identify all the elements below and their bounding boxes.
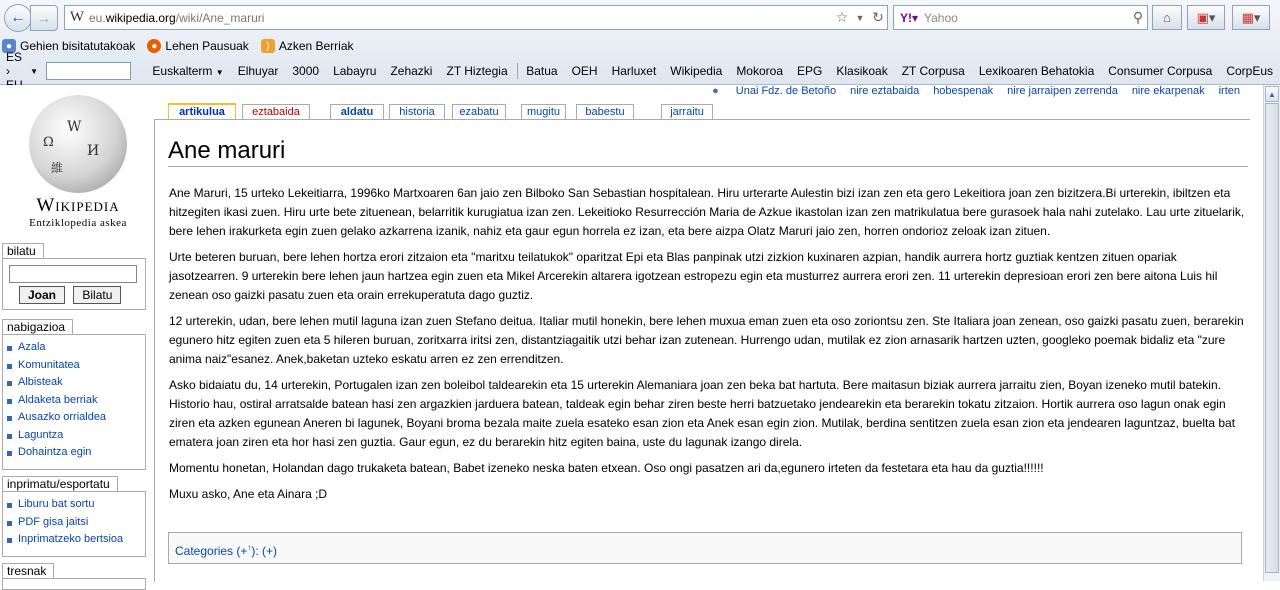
ext-corpeus[interactable]: CorpEus <box>1226 64 1273 78</box>
ext-zehazki[interactable]: Zehazki <box>390 64 433 78</box>
ext-epg[interactable]: EPG <box>797 64 823 78</box>
personal-tools <box>684 85 1240 97</box>
addon-button[interactable]: ▣ ▾ <box>1187 5 1225 30</box>
euskalterm-toolbar <box>0 50 1280 84</box>
nav-main-page[interactable]: Azala <box>7 339 145 357</box>
tab-discussion[interactable]: eztabaida <box>242 104 310 119</box>
paragraph: Momentu honetan, Holandan dago trukaketa batean, Babet izeneko neska baten etxean. Oso ongi pasatzen ari da,egunero irteten da festetara eta hau da guztia!!!!!! <box>169 461 1044 475</box>
ext-zt-corpusa[interactable]: ZT Corpusa <box>901 64 965 78</box>
wikipedia-logo[interactable] <box>8 91 148 241</box>
user-page-link[interactable] <box>698 85 836 97</box>
article-body <box>169 184 1249 511</box>
ext-zt-hiztegia[interactable]: ZT Hiztegia <box>446 64 508 78</box>
back-arrow-icon: ← <box>10 9 26 26</box>
user-icon: ● <box>712 85 719 97</box>
paragraph: Urte beteren buruan, bere lehen hortza erori zitzaion eta "maritxu teilatukok" oparitzat Epi eta Blas panpinak utzi zizkion kuxinaren azpian, handik aurrera hortz guztiak kentzen zituen opariak jasotzearren. 9 urterekin bere lehen jaun hartzea egin zuen eta Mikel Arcerekin altarera igotzean estropezu egin eta musturrez aurrera erori zen. 11 urterekin depresioan erori zen bere aitona Luis hil zenean oso gaizki pasatu zuen eta orain errekuperatuta dago guztiz. <box>169 250 1218 302</box>
paragraph: Asko bidaiatu du, 14 urterekin, Portugalen izan zen boleibol taldearekin eta 15 urterekin Alemaniara joan zen beka bat hartuta. Bere maitasun biziak aurrera jarraitu zien, Boyan izeneko mutil batekin. Historio hau, ostiral arratsalde batean hasi zen argazkien jarduera batean, taldeak egin behar ziren beste herri batzuetako jendearekin eta berarekin tokatu zitzaion. Hortik aurrera oso lagun onak egin ziren eta azken egunean Aneren bi lagunek, Boyani broma bezala maite zuela esateko esan zion eta Anek esan egin zion. Mutilak, berdina sentitzen zuela esan zion eta jendearen laguntzaz, buelta bat ematera joan ziren eta hor hasi zen guztia. Gaur egun, ez du berarekin hitz egiten baina, uste du lagunak izango direla. <box>169 378 1236 449</box>
ext-labayru[interactable]: Labayru <box>333 64 377 78</box>
globe-icon: ● <box>2 39 16 53</box>
go-button[interactable]: Joan <box>19 286 65 304</box>
search-input[interactable]: Yahoo <box>924 10 958 25</box>
wikipedia-favicon-icon: W <box>69 9 85 25</box>
addon-red-icon: ▣ <box>1196 9 1209 25</box>
ext-oeh[interactable]: OEH <box>571 64 598 78</box>
ext-lexikoaren-behatokia[interactable]: Lexikoaren Behatokia <box>978 64 1095 78</box>
download-pdf-link[interactable]: PDF gisa jaitsi <box>7 514 145 532</box>
nav-community[interactable]: Komunitatea <box>7 357 145 375</box>
navigation-portlet <box>2 334 146 470</box>
article-content <box>154 119 1250 582</box>
ext-wikipedia[interactable]: Wikipedia <box>670 64 723 78</box>
ext-label: Euskalterm <box>152 64 213 78</box>
categories-sup: ↑ <box>247 543 252 552</box>
rss-icon: ) <box>261 39 275 53</box>
bookmark-getting-started[interactable] <box>147 39 248 53</box>
nav-news[interactable]: Albisteak <box>7 374 145 392</box>
search-bar[interactable] <box>893 5 1148 30</box>
add-category-link[interactable]: ): (+) <box>251 544 278 558</box>
scroll-thumb[interactable] <box>1265 103 1279 573</box>
bookmark-label: Lehen Pausuak <box>165 39 249 53</box>
language-label: ES › <box>6 50 23 78</box>
ext-batua[interactable]: Batua <box>526 64 558 78</box>
home-button[interactable] <box>1152 5 1182 30</box>
preferences-link[interactable]: hobespenak <box>933 85 994 97</box>
scroll-up-arrow-icon[interactable]: ▲ <box>1265 86 1279 102</box>
wikipedia-wordmark: Wikipedia <box>36 195 120 216</box>
wiki-page <box>0 85 1264 581</box>
categories-label[interactable]: Categories (+ <box>175 544 248 558</box>
url-path: /wiki/Ane_maruri <box>175 10 265 25</box>
page-title: Ane maruri <box>168 137 1248 167</box>
ext-mokoroa[interactable]: Mokoroa <box>736 64 783 78</box>
pdf-icon: ▦ <box>1241 9 1254 25</box>
tools-heading: tresnak <box>2 563 54 579</box>
print-export-heading: inprimatu/esportatu <box>2 476 118 492</box>
url-domain: wikipedia.org <box>105 10 176 25</box>
home-icon: ⌂ <box>1163 10 1171 25</box>
browser-chrome <box>0 0 1280 85</box>
watchlist-link[interactable]: nire jarraipen zerrenda <box>1007 85 1118 97</box>
tab-protect[interactable]: babestu <box>576 104 634 119</box>
search-portlet <box>2 258 146 310</box>
navigation-toolbar <box>0 0 1280 34</box>
ext-klasikoak[interactable]: Klasikoak <box>836 64 888 78</box>
paragraph: Muxu asko, Ane eta Ainara ;D <box>169 487 328 501</box>
dictionary-search-input[interactable] <box>46 62 131 80</box>
url-text[interactable] <box>89 11 833 25</box>
puzzle-globe-icon: W Ω И 維 <box>29 95 127 193</box>
printable-version-link[interactable]: Inprimatzeko bertsioa <box>7 531 145 549</box>
tab-edit[interactable]: aldatu <box>330 104 384 119</box>
paragraph: 12 urterekin, udan, bere lehen mutil laguna izan zuen Stefano deitua. Italiar mutil honekin, bere lehen muxua eman zuen eta oso zoriontsu zen. Ste Italiara joan zenean, oso gaizki pasatu zuen, berarekin egunero hitz egiten zuen eta 5 hileren buruan, zoritxarra iritsi zen, distantziagaitik utzi behar izan zutenean. Hurrengo udan, mutilak ez zion arnasarik hartzen uzten, googleko poemak bidaliz eta "zure anima naiz"esanez. Anek,baketan uzteko eskatu arren ez zen errenditzen. <box>169 314 1244 366</box>
bookmark-latest-headlines[interactable] <box>261 39 354 53</box>
url-host: eu. <box>89 10 106 25</box>
bookmark-star-icon[interactable]: ☆ <box>835 9 849 25</box>
bookmark-label: Gehien bisitatutakoak <box>20 39 136 53</box>
wikipedia-tagline: Entziklopedia askea <box>29 217 127 229</box>
nav-help[interactable]: Laguntza <box>7 427 145 445</box>
nav-random-page[interactable]: Ausazko orrialdea <box>7 409 145 427</box>
toolbar-separator <box>517 63 518 79</box>
pdf-button[interactable]: ▦ ▾ <box>1232 5 1270 30</box>
magnifier-icon[interactable]: ⚲ <box>1132 9 1144 25</box>
logout-link[interactable]: irten <box>1218 85 1240 97</box>
tools-portlet <box>2 578 146 590</box>
ext-consumer-corpusa[interactable]: Consumer Corpusa <box>1108 64 1213 78</box>
bookmarks-toolbar <box>0 34 1280 58</box>
url-bar[interactable] <box>64 5 888 30</box>
url-dropdown-icon[interactable]: ▼ <box>855 12 865 23</box>
yahoo-engine-icon[interactable]: Y!▾ <box>899 10 919 25</box>
print-export-portlet <box>2 491 146 557</box>
my-talk-link[interactable]: nire eztabaida <box>850 85 920 97</box>
bookmark-label: Azken Berriak <box>278 39 354 53</box>
search-heading: bilatu <box>2 243 44 259</box>
ext-euskalterm[interactable] <box>152 64 223 78</box>
user-name: Unai Fdz. de Betoño <box>735 85 837 97</box>
navigation-heading: nabigazioa <box>2 319 73 335</box>
nav-recent-changes[interactable]: Aldaketa berriak <box>7 392 145 410</box>
tab-article[interactable]: artikulua <box>168 103 236 119</box>
firefox-icon: ● <box>147 39 161 53</box>
forward-arrow-icon: → <box>37 10 51 26</box>
tab-move[interactable]: mugitu <box>521 104 566 119</box>
paragraph: Ane Maruri, 15 urteko Lekeitiarra, 1996ko Martxoaren 6an jaio zen Bilboko San Sebastian hospitalean. Hiru urterarte Aulestin bizi izan zen eta gero Lekeitiora joan zen bizitzera.Bi urterekin, ibiltzen eta hitzegiten ikasi zuen. Hiru urte bete zituenean, belarritik kurugiatua izan zen. Lekeitioko Resurrección Maria de Azkue ikastolan izan zen matrikulatua bere gurasoek hala nahi zutelako. Lau urte zituelarik, bere lehen irakurketa egin zuen gelako azkarrena izanik, nahiz eta gaur egun horrela ez izan, eta bere aizpa Olatz Maruri jaio zen, horren ondorioz zeloak izan zituen. <box>169 186 1245 238</box>
nav-donate[interactable]: Dohaintza egin <box>7 444 145 462</box>
dropdown-icon: ▼ <box>30 66 39 76</box>
wiki-search-input[interactable] <box>9 265 137 283</box>
tab-watch[interactable]: jarraitu <box>661 104 713 119</box>
forward-button[interactable] <box>30 5 58 31</box>
ext-3000[interactable]: 3000 <box>292 64 320 78</box>
ext-elhuyar[interactable]: Elhuyar <box>237 64 279 78</box>
category-links[interactable] <box>168 532 1242 564</box>
tab-history[interactable]: historia <box>389 104 445 119</box>
create-book-link[interactable]: Liburu bat sortu <box>7 496 145 514</box>
ext-harluxet[interactable]: Harluxet <box>611 64 657 78</box>
reload-icon[interactable]: ↻ <box>872 9 884 25</box>
dropdown-icon: ▼ <box>215 68 224 77</box>
vertical-scrollbar[interactable] <box>1263 85 1280 581</box>
tab-delete[interactable]: ezabatu <box>452 104 506 119</box>
search-button[interactable]: Bilatu <box>73 286 121 304</box>
contributions-link[interactable]: nire ekarpenak <box>1131 85 1205 97</box>
back-button[interactable] <box>4 4 32 32</box>
